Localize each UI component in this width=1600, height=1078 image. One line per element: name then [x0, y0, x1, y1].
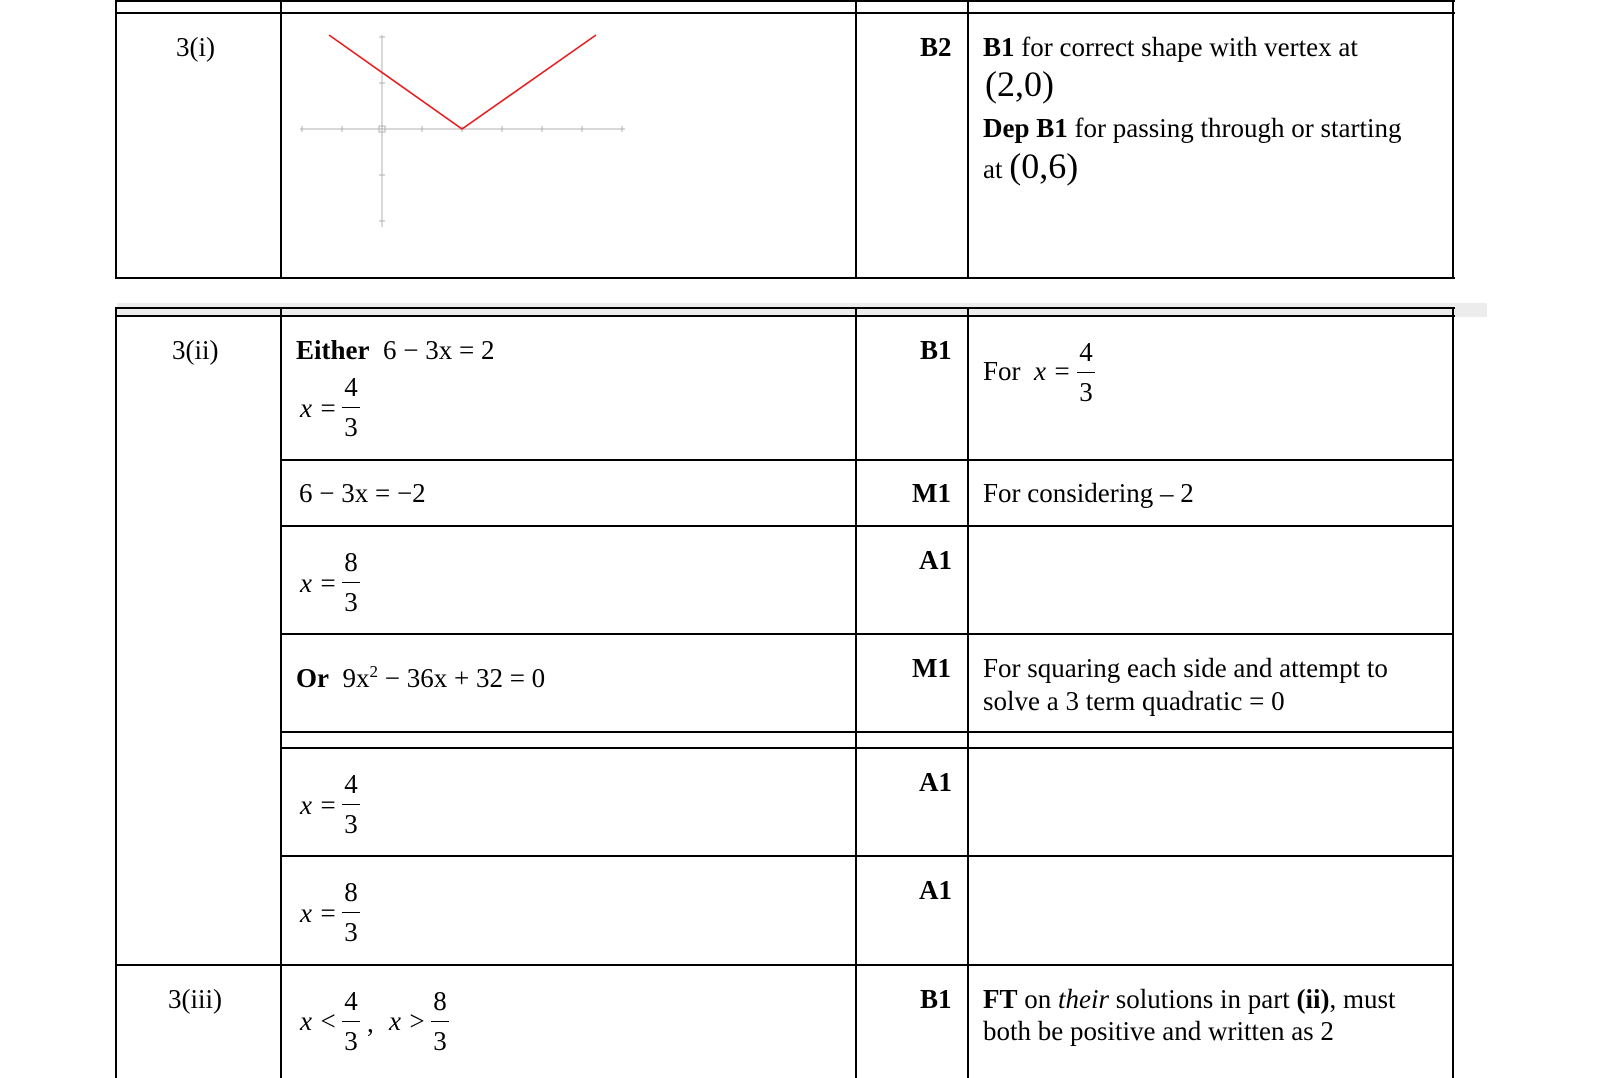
comment-3iii-part-ref: (ii) [1296, 984, 1330, 1014]
table1-bottom-border [115, 277, 1455, 279]
answer-3ii-a1-x-fraction [339, 549, 363, 616]
fraction-bar [342, 804, 360, 805]
table1-col-left [115, 0, 117, 279]
answer-3ii-a1c-x-lhs: x = [300, 898, 337, 928]
row-divider-3 [280, 633, 1454, 635]
table1-col-2 [280, 0, 282, 279]
answer-3ii-a1b-x-lhs: x = [300, 790, 337, 820]
question-label-3i: 3(i) [176, 32, 215, 62]
answer-3ii-minus2-equation: 6 − 3x = −2 [299, 478, 426, 508]
comment-3ii-considering: For considering – 2 [983, 478, 1194, 508]
table1-header-border [115, 12, 1455, 14]
table2-col-right [1452, 307, 1454, 1078]
answer-3iii-gt-lhs: x > [389, 1006, 426, 1036]
mark-3ii-b1: B1 [920, 335, 952, 365]
answer-3ii-or-label: Or [296, 663, 329, 693]
answer-3ii-quadratic-a: 9x [342, 663, 370, 693]
answer-3ii-x-fraction [339, 374, 363, 441]
fraction-denominator: 3 [344, 1026, 358, 1056]
comment-3ii-for: For [983, 356, 1021, 386]
comment-3i-line1-text: for correct shape with vertex at [1014, 32, 1358, 62]
fraction-numerator: 4 [344, 986, 358, 1016]
comment-3i-line3-text: for passing through or starting [1067, 113, 1402, 143]
answer-3ii-either-equation: 6 − 3x = 2 [383, 335, 495, 365]
answer-3ii-quadratic-power: 2 [369, 662, 378, 681]
mark-3ii-a1: A1 [919, 545, 952, 575]
mark-3ii-a1b: A1 [919, 767, 952, 797]
mark-3iii-b1: B1 [920, 984, 952, 1014]
row-divider-6 [115, 964, 1454, 966]
comment-3ii-x-fraction [1074, 339, 1098, 406]
answer-3ii-x-lhs: x = [300, 393, 337, 423]
comment-3iii-their: their [1058, 984, 1110, 1014]
answer-3ii-either-label: Either [296, 335, 370, 365]
fraction-numerator: 4 [344, 372, 358, 402]
fraction-bar [342, 582, 360, 583]
comment-3i-b1: B1 [983, 32, 1015, 62]
comment-3iii-line2: both be positive and written as 2 [983, 1016, 1334, 1046]
answer-3ii-a1-x-lhs: x = [300, 568, 337, 598]
answer-3iii-gt-fraction [428, 988, 452, 1055]
comment-3i-line3 [983, 115, 1401, 142]
table2-col-2 [280, 307, 282, 1078]
fraction-bar [342, 912, 360, 913]
comment-3i-vertex [985, 66, 1054, 102]
modulus-graph [295, 25, 635, 235]
fraction-denominator: 3 [344, 809, 358, 839]
table2-col-left [115, 307, 117, 1078]
table1-col-right [1452, 0, 1454, 279]
answer-3ii-a1c-x-fraction [339, 879, 363, 946]
graph-modulus-line [329, 35, 596, 129]
answer-3ii-quadratic-b: − 36x + 32 = 0 [378, 663, 546, 693]
row-divider-4a [280, 731, 1454, 733]
fraction-denominator: 3 [1079, 377, 1093, 407]
answer-3iii-lt-fraction [339, 988, 363, 1055]
answer-3ii-either [296, 337, 494, 364]
row-divider-4b [280, 747, 1454, 749]
comment-3ii-squaring-line2: solve a 3 term quadratic = 0 [983, 686, 1285, 716]
comment-3i-dep-b1: Dep B1 [983, 113, 1068, 143]
comment-3i-at: at [983, 154, 1010, 184]
mark-3ii-m1-or: M1 [912, 653, 951, 683]
comment-3iii-solutions: solutions in part [1109, 984, 1297, 1014]
row-divider-1 [280, 459, 1454, 461]
mark-3ii-m1: M1 [912, 478, 951, 508]
comment-3ii-x-lhs: x = [1034, 356, 1071, 386]
fraction-denominator: 3 [344, 412, 358, 442]
table2-header-border [115, 315, 1455, 317]
table1-col-4 [967, 0, 969, 279]
comment-3i-vertex-coord: (2,0) [985, 64, 1054, 104]
answer-3ii-or [296, 663, 545, 692]
fraction-bar [342, 407, 360, 408]
comment-3iii-ft: FT [983, 984, 1018, 1014]
fraction-bar [1077, 372, 1095, 373]
question-label-3ii: 3(ii) [172, 335, 219, 365]
mark-3i: B2 [920, 32, 952, 62]
fraction-numerator: 8 [344, 877, 358, 907]
mark-3ii-a1c: A1 [919, 875, 952, 905]
answer-3ii-a1b-x-fraction [339, 771, 363, 838]
answer-3iii-comma: , [367, 1008, 374, 1038]
comment-3i-line4 [983, 148, 1078, 184]
comment-3i-line1 [983, 34, 1358, 61]
fraction-numerator: 4 [1079, 337, 1093, 367]
row-divider-2 [280, 525, 1454, 527]
table1-top-border [115, 0, 1455, 2]
fraction-denominator: 3 [433, 1026, 447, 1056]
answer-3iii-lt-lhs: x < [300, 1006, 337, 1036]
row-divider-5 [280, 855, 1454, 857]
comment-3iii-on: on [1017, 984, 1059, 1014]
comment-3i-intercept-coord: (0,6) [1009, 146, 1079, 186]
table2-col-4 [967, 307, 969, 1078]
table2-top-border [115, 307, 1455, 309]
table1-col-3 [855, 0, 857, 279]
comment-3iii-must: , must [1329, 984, 1396, 1014]
fraction-bar [342, 1021, 360, 1022]
question-label-3iii: 3(iii) [168, 984, 222, 1014]
fraction-numerator: 8 [433, 986, 447, 1016]
table2-col-3 [855, 307, 857, 1078]
fraction-numerator: 8 [344, 547, 358, 577]
fraction-denominator: 3 [344, 917, 358, 947]
comment-3iii-line1 [983, 986, 1396, 1013]
fraction-bar [431, 1021, 449, 1022]
fraction-denominator: 3 [344, 587, 358, 617]
fraction-numerator: 4 [344, 769, 358, 799]
comment-3ii-squaring-line1: For squaring each side and attempt to [983, 653, 1388, 683]
